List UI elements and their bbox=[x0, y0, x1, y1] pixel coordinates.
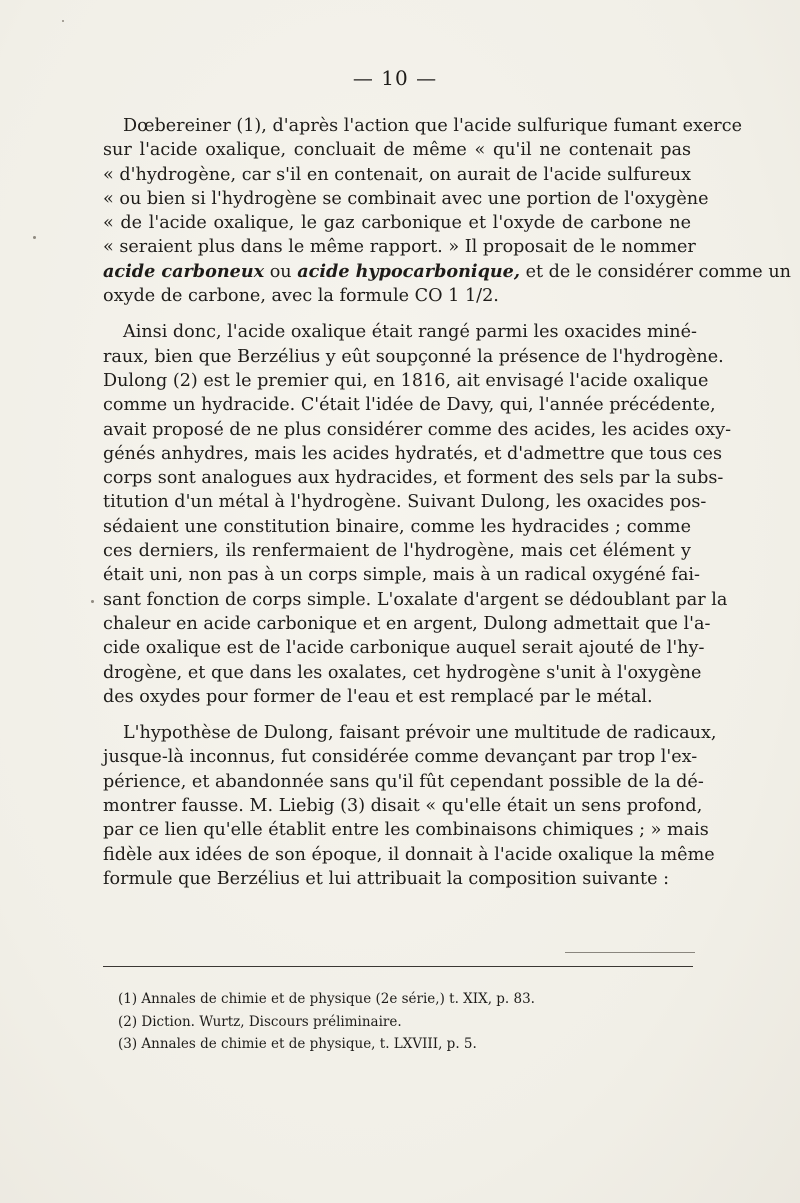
text-line: sur l'acide oxalique, concluait de même « qu'il ne contenait pas bbox=[103, 140, 691, 161]
paragraph-2 bbox=[103, 320, 732, 709]
text-line: titution d'un métal à l'hydrogène. Suivant Dulong, les oxacides pos- bbox=[103, 492, 707, 513]
text-line: raux, bien que Berzélius y eût soupçonné la présence de l'hydrogène. bbox=[103, 346, 724, 367]
text-line: montrer fausse. M. Liebig (3) disait « qu'elle était un sens profond, bbox=[103, 796, 703, 817]
text-line: Dulong (2) est le premier qui, en 1816, ait envisagé l'acide oxalique bbox=[103, 370, 709, 391]
text-line: « d'hydrogène, car s'il en contenait, on aurait de l'acide sulfureux bbox=[103, 164, 691, 185]
text-line: corps sont analogues aux hydracides, et forment des sels par la subs- bbox=[103, 468, 724, 489]
text-line: des oxydes pour former de l'eau et est remplacé par le métal. bbox=[103, 686, 653, 707]
footnotes bbox=[118, 988, 678, 1056]
text-line: sant fonction de corps simple. L'oxalate d'argent se dédoublant par la bbox=[103, 589, 728, 610]
ink-speck bbox=[33, 236, 36, 239]
ink-speck bbox=[91, 600, 94, 603]
text-line: drogène, et que dans les oxalates, cet hydrogène s'unit à l'oxygène bbox=[103, 662, 702, 683]
text-line: cide oxalique est de l'acide carbonique auquel serait ajouté de l'hy- bbox=[103, 638, 705, 659]
line-fragment: ou bbox=[264, 261, 298, 282]
paragraph-1 bbox=[103, 114, 791, 308]
text-line: Ainsi donc, l'acide oxalique était rangé parmi les oxacides miné- bbox=[123, 322, 697, 343]
paragraph-3 bbox=[103, 721, 717, 891]
text-line: avait proposé de ne plus considérer comme des acides, les acides oxy- bbox=[103, 419, 732, 440]
text-line: ces derniers, ils renfermaient de l'hydrogène, mais cet élément y bbox=[103, 541, 691, 562]
footnote-separator bbox=[103, 966, 693, 967]
ink-speck bbox=[62, 20, 64, 22]
text-line: fidèle aux idées de son époque, il donnait à l'acide oxalique la même bbox=[103, 844, 715, 865]
text-line: par ce lien qu'elle établit entre les combinaisons chimiques ; » mais bbox=[103, 820, 709, 841]
line-fragment: et de le considérer comme un bbox=[520, 261, 791, 282]
decorative-rule bbox=[565, 952, 695, 953]
text-line: génés anhydres, mais les acides hydratés, et d'admettre que tous ces bbox=[103, 443, 722, 464]
italic-term: acide hypocarbonique, bbox=[297, 260, 520, 282]
text-line: sédaient une constitution binaire, comme les hydracides ; comme bbox=[103, 516, 691, 537]
text-line: périence, et abandonnée sans qu'il fût cependant possible de la dé- bbox=[103, 771, 704, 792]
italic-term: acide carboneux bbox=[103, 260, 265, 282]
text-line: comme un hydracide. C'était l'idée de Davy, qui, l'année précédente, bbox=[103, 395, 716, 416]
text-line: chaleur en acide carbonique et en argent, Dulong admettait que l'a- bbox=[103, 613, 711, 634]
body-text bbox=[103, 114, 791, 891]
text-line: Dœbereiner (1), d'après l'action que l'acide sulfurique fumant exerce bbox=[123, 116, 742, 136]
footnote-1: (1) Annales de chimie et de physique (2e série,) t. XIX, p. 83. bbox=[118, 991, 535, 1007]
text-line: « de l'acide oxalique, le gaz carbonique et l'oxyde de carbone ne bbox=[103, 213, 691, 234]
footnote-3: (3) Annales de chimie et de physique, t. LXVIII, p. 5. bbox=[118, 1036, 477, 1052]
footnote-2: (2) Diction. Wurtz, Discours préliminaire. bbox=[118, 1013, 402, 1030]
text-line: « ou bien si l'hydrogène se combinait avec une portion de l'oxygène bbox=[103, 188, 709, 209]
page-number: — 10 — bbox=[352, 66, 438, 90]
text-line: formule que Berzélius et lui attribuait la composition suivante : bbox=[103, 868, 669, 889]
text-line: L'hypothèse de Dulong, faisant prévoir une multitude de radicaux, bbox=[123, 723, 717, 744]
text-line: était uni, non pas à un corps simple, mais à un radical oxygéné fai- bbox=[103, 565, 701, 586]
text-line: « seraient plus dans le même rapport. » Il proposait de le nommer bbox=[103, 237, 696, 258]
text-line: oxyde de carbone, avec la formule CO 1 1/2. bbox=[103, 286, 499, 307]
text-line: jusque-là inconnus, fut considérée comme devançant par trop l'ex- bbox=[103, 747, 698, 768]
text-line-with-italics bbox=[103, 260, 791, 284]
